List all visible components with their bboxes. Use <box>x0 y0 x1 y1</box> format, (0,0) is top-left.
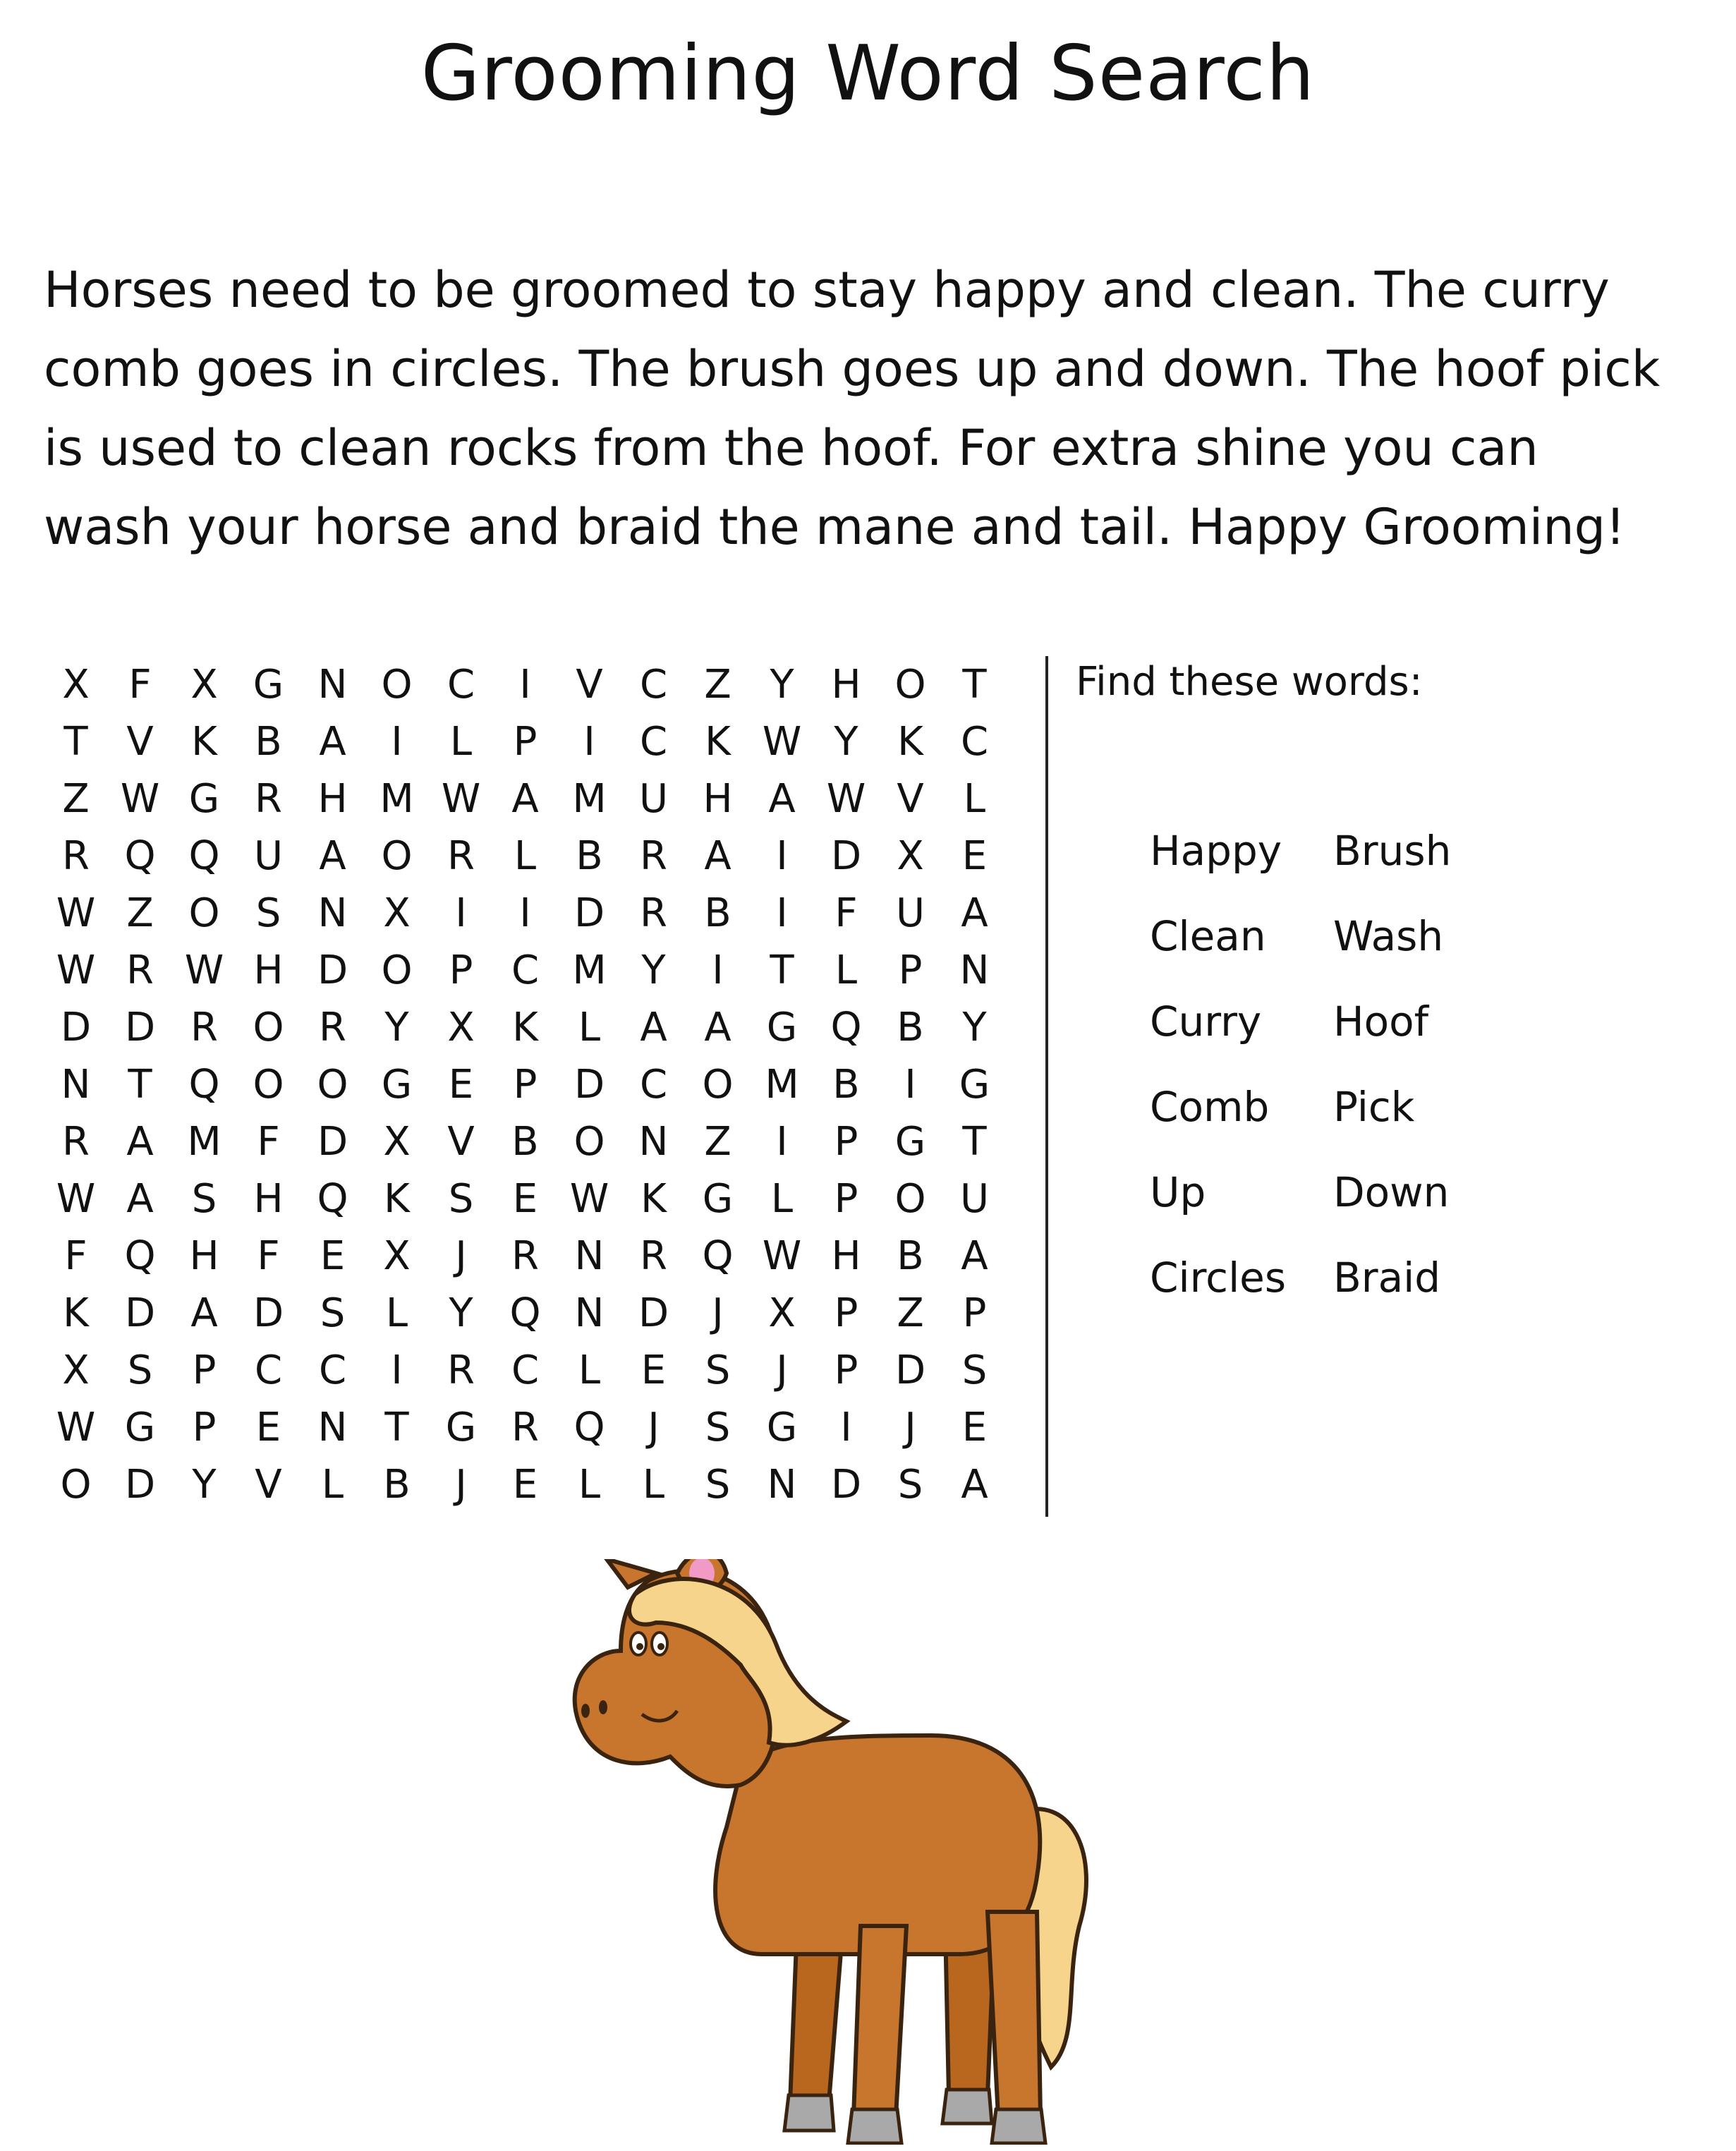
grid-letter: Y <box>770 662 794 708</box>
grid-letter: C <box>639 1062 668 1108</box>
grid-letter: Y <box>449 1290 473 1336</box>
grid-letter: K <box>705 719 731 765</box>
word-item: Brush <box>1333 826 1452 875</box>
grid-letter: O <box>381 662 413 708</box>
grid-letter: K <box>191 719 217 765</box>
grid-letter: S <box>448 1176 474 1222</box>
grid-letter: B <box>897 1233 924 1279</box>
word-item: Up <box>1150 1168 1206 1216</box>
grid-letter: K <box>384 1176 410 1222</box>
word-item: Down <box>1333 1168 1450 1216</box>
grid-letter: N <box>767 1462 797 1508</box>
grid-letter: P <box>834 1347 858 1393</box>
grid-letter: Z <box>704 662 732 708</box>
grid-letter: T <box>384 1405 409 1450</box>
grid-letter: S <box>705 1405 731 1450</box>
grid-letter: A <box>961 890 988 936</box>
grid-letter: A <box>961 1462 988 1508</box>
grid-letter: K <box>512 1005 538 1050</box>
grid-letter: E <box>320 1233 346 1279</box>
grid-letter: L <box>321 1462 344 1508</box>
grid-letter: I <box>776 890 788 936</box>
grid-letter: W <box>56 1405 96 1450</box>
grid-letter: W <box>762 719 802 765</box>
horse-hoof <box>992 2109 1045 2143</box>
horse-hoof <box>848 2109 902 2143</box>
grid-letter: T <box>128 1062 152 1108</box>
grid-letter: R <box>511 1405 539 1450</box>
grid-letter: S <box>961 1347 988 1393</box>
grid-letter: I <box>904 1062 916 1108</box>
grid-letter: I <box>455 890 467 936</box>
grid-letter: J <box>776 1347 788 1393</box>
grid-letter: J <box>712 1290 724 1336</box>
grid-letter: P <box>192 1405 217 1450</box>
grid-letter: F <box>257 1119 280 1165</box>
grid-letter: G <box>894 1119 926 1165</box>
grid-letter: X <box>447 1005 475 1050</box>
grid-letter: O <box>573 1119 605 1165</box>
grid-letter: X <box>383 1233 411 1279</box>
grid-letter: U <box>639 776 668 822</box>
grid-letter: N <box>574 1233 605 1279</box>
grid-letter: M <box>765 1062 799 1108</box>
grid-letter: G <box>381 1062 413 1108</box>
grid-letter: C <box>639 662 668 708</box>
grid-letter: D <box>60 1005 92 1050</box>
word-pair-row <box>1150 808 1545 893</box>
grid-letter: T <box>962 662 987 708</box>
grid-letter: D <box>638 1290 669 1336</box>
grid-letter: M <box>572 947 607 993</box>
grid-letter: A <box>768 776 796 822</box>
grid-letter: O <box>702 1062 734 1108</box>
grid-letter: Y <box>834 719 858 765</box>
grid-letter: P <box>834 1290 858 1336</box>
grid-letter: C <box>318 1347 347 1393</box>
grid-letter: D <box>573 1062 605 1108</box>
grid-letter: H <box>831 1233 861 1279</box>
grid-letter: I <box>776 1119 788 1165</box>
grid-letter: F <box>834 890 858 936</box>
grid-letter: O <box>60 1462 92 1508</box>
grid-letter: A <box>640 1005 667 1050</box>
grid-letter: H <box>703 776 733 822</box>
grid-letter: C <box>639 719 668 765</box>
grid-letter: D <box>124 1290 156 1336</box>
word-item: Circles <box>1150 1253 1287 1302</box>
grid-letter: T <box>63 719 88 765</box>
grid-letter: R <box>640 1233 667 1279</box>
grid-letter: X <box>897 833 924 879</box>
word-pair-row <box>1150 893 1545 978</box>
grid-letter: R <box>190 1005 218 1050</box>
grid-letter: W <box>56 947 96 993</box>
grid-letter: I <box>391 1347 403 1393</box>
grid-letter: P <box>898 947 923 993</box>
grid-letter: X <box>768 1290 796 1336</box>
grid-letter: Z <box>126 890 154 936</box>
divider-line <box>1045 656 1048 1517</box>
horse-hoof <box>942 2090 992 2123</box>
grid-letter: L <box>449 719 473 765</box>
grid-letter: S <box>255 890 281 936</box>
grid-letter: Y <box>192 1462 217 1508</box>
grid-letter: R <box>255 776 282 822</box>
grid-letter: Q <box>830 1005 862 1050</box>
grid-letter: B <box>383 1462 411 1508</box>
grid-letter: I <box>583 719 595 765</box>
grid-letter: G <box>253 662 284 708</box>
grid-letter: G <box>959 1062 990 1108</box>
grid-letter: D <box>830 833 862 879</box>
grid-letter: P <box>513 1062 538 1108</box>
grid-letter: C <box>960 719 989 765</box>
grid-letter: M <box>380 776 414 822</box>
word-item: Comb <box>1150 1082 1270 1131</box>
grid-letter: T <box>962 1119 987 1165</box>
intro-paragraph: Horses need to be groomed to stay happy and clean. The curry comb goes in circles. The brush goes up and down. The hoof pick is used to clean rocks from the hoof. For extra shine you can wash your horse and braid the mane and tail. Happy Grooming! <box>44 261 1661 556</box>
grid-letter: X <box>62 662 90 708</box>
grid-letter: Z <box>704 1119 732 1165</box>
grid-letter: L <box>578 1005 601 1050</box>
grid-letter: E <box>641 1347 667 1393</box>
grid-letter: V <box>897 776 924 822</box>
grid-letter: W <box>441 776 481 822</box>
word-item: Pick <box>1333 1082 1415 1131</box>
find-words-label: Find these words: <box>1076 659 1423 705</box>
word-item: Curry <box>1150 997 1262 1046</box>
grid-letter: X <box>62 1347 90 1393</box>
grid-letter: N <box>574 1290 605 1336</box>
grid-letter: W <box>56 1176 96 1222</box>
word-item: Clean <box>1150 911 1266 960</box>
grid-letter: I <box>712 947 724 993</box>
grid-letter: K <box>63 1290 89 1336</box>
grid-letter: O <box>188 890 220 936</box>
grid-letter: L <box>834 947 858 993</box>
horse-illustration <box>564 1559 1129 2145</box>
grid-letter: P <box>834 1176 858 1222</box>
grid-letter: Y <box>641 947 666 993</box>
grid-letter: U <box>896 890 925 936</box>
grid-letter: I <box>776 833 788 879</box>
grid-letter: N <box>959 947 990 993</box>
grid-letter: Q <box>317 1176 348 1222</box>
word-search-grid <box>44 656 1007 1513</box>
grid-letter: E <box>448 1062 474 1108</box>
grid-letter: A <box>511 776 539 822</box>
grid-letter: S <box>191 1176 217 1222</box>
grid-letter: Z <box>62 776 90 822</box>
grid-letter: V <box>126 719 154 765</box>
grid-letter: O <box>381 947 413 993</box>
grid-letter: U <box>254 833 283 879</box>
grid-letter: H <box>317 776 348 822</box>
grid-letter: D <box>573 890 605 936</box>
grid-letter: G <box>445 1405 477 1450</box>
grid-letter: G <box>188 776 220 822</box>
grid-letter: H <box>189 1233 219 1279</box>
grid-letter: O <box>894 662 926 708</box>
grid-letter: G <box>766 1405 798 1450</box>
word-item: Braid <box>1333 1253 1441 1302</box>
grid-letter: C <box>511 947 540 993</box>
grid-letter: C <box>511 1347 540 1393</box>
grid-letter: Q <box>702 1233 734 1279</box>
grid-letter: D <box>317 1119 348 1165</box>
grid-letter: A <box>190 1290 218 1336</box>
grid-letter: Q <box>573 1405 605 1450</box>
grid-letter: P <box>449 947 473 993</box>
word-pair-row <box>1150 1064 1545 1149</box>
grid-letter: J <box>455 1462 467 1508</box>
grid-letter: U <box>960 1176 989 1222</box>
grid-letter: A <box>319 719 346 765</box>
grid-letter: A <box>126 1119 154 1165</box>
grid-letter: W <box>826 776 866 822</box>
grid-letter: W <box>184 947 224 993</box>
grid-letter: V <box>255 1462 282 1508</box>
grid-letter: W <box>569 1176 609 1222</box>
grid-letter: F <box>128 662 152 708</box>
grid-letter: Q <box>124 833 156 879</box>
grid-letter: E <box>512 1176 538 1222</box>
grid-letter: L <box>385 1290 408 1336</box>
grid-letter: O <box>381 833 413 879</box>
grid-letter: I <box>519 890 531 936</box>
grid-letter: X <box>190 662 218 708</box>
grid-letter: P <box>962 1290 987 1336</box>
page-title: Grooming Word Search <box>420 30 1316 118</box>
grid-letter: W <box>120 776 160 822</box>
grid-letter: H <box>253 947 284 993</box>
grid-letter: D <box>253 1290 284 1336</box>
grid-letter: O <box>317 1062 348 1108</box>
horse-hoof <box>784 2095 834 2131</box>
grid-letter: Q <box>124 1233 156 1279</box>
word-item: Hoof <box>1333 997 1429 1046</box>
grid-letter: O <box>253 1062 284 1108</box>
grid-letter: F <box>257 1233 280 1279</box>
grid-letter: R <box>447 1347 475 1393</box>
grid-letter: J <box>904 1405 916 1450</box>
grid-letter: E <box>961 1405 988 1450</box>
grid-letter: W <box>56 890 96 936</box>
grid-letter: O <box>253 1005 284 1050</box>
word-item: Happy <box>1150 826 1282 875</box>
grid-letter: X <box>383 890 411 936</box>
grid-letter: B <box>704 890 732 936</box>
grid-letter: E <box>512 1462 538 1508</box>
grid-letter: Y <box>384 1005 409 1050</box>
grid-letter: E <box>255 1405 281 1450</box>
grid-letter: D <box>830 1462 862 1508</box>
grid-letter: A <box>704 833 732 879</box>
grid-letter: B <box>897 1005 924 1050</box>
grid-letter: H <box>253 1176 284 1222</box>
grid-letter: D <box>317 947 348 993</box>
word-pair-row <box>1150 1149 1545 1235</box>
grid-letter: J <box>648 1405 660 1450</box>
grid-letter: M <box>572 776 607 822</box>
grid-letter: D <box>894 1347 926 1393</box>
grid-letter: D <box>124 1005 156 1050</box>
grid-letter: C <box>447 662 475 708</box>
grid-letter: S <box>320 1290 346 1336</box>
grid-letter: J <box>455 1233 467 1279</box>
grid-letter: Q <box>509 1290 541 1336</box>
grid-letter: P <box>834 1119 858 1165</box>
grid-letter: L <box>578 1347 601 1393</box>
grid-letter: X <box>383 1119 411 1165</box>
grid-letter: R <box>511 1233 539 1279</box>
grid-letter: E <box>961 833 988 879</box>
grid-letter: O <box>894 1176 926 1222</box>
grid-letter: A <box>319 833 346 879</box>
grid-letter: G <box>702 1176 734 1222</box>
grid-letter: K <box>897 719 923 765</box>
grid-letter: P <box>513 719 538 765</box>
grid-letter: B <box>832 1062 860 1108</box>
word-pair-row <box>1150 978 1545 1064</box>
grid-letter: N <box>317 662 348 708</box>
grid-letter: S <box>897 1462 923 1508</box>
grid-letter: A <box>704 1005 732 1050</box>
grid-letter: N <box>317 1405 348 1450</box>
grid-letter: H <box>831 662 861 708</box>
grid-letter: G <box>124 1405 156 1450</box>
grid-letter: V <box>576 662 603 708</box>
grid-letter: L <box>578 1462 601 1508</box>
grid-letter: N <box>317 890 348 936</box>
grid-letter: Q <box>188 833 220 879</box>
grid-letter: R <box>62 833 90 879</box>
grid-letter: Q <box>188 1062 220 1108</box>
word-list <box>1150 808 1545 1320</box>
grid-letter: M <box>187 1119 221 1165</box>
grid-letter: S <box>705 1347 731 1393</box>
grid-letter: R <box>126 947 154 993</box>
grid-letter: L <box>770 1176 794 1222</box>
grid-letter: Y <box>962 1005 987 1050</box>
grid-letter: I <box>519 662 531 708</box>
grid-letter: Z <box>897 1290 924 1336</box>
grid-letter: V <box>447 1119 475 1165</box>
grid-letter: R <box>640 833 667 879</box>
grid-letter: D <box>124 1462 156 1508</box>
grid-letter: I <box>391 719 403 765</box>
grid-letter: R <box>319 1005 346 1050</box>
grid-letter: F <box>64 1233 87 1279</box>
grid-letter: R <box>640 890 667 936</box>
grid-letter: L <box>642 1462 665 1508</box>
grid-letter: R <box>62 1119 90 1165</box>
grid-letter: I <box>840 1405 852 1450</box>
grid-letter: B <box>576 833 603 879</box>
grid-letter: L <box>514 833 537 879</box>
grid-letter: R <box>447 833 475 879</box>
grid-letter: A <box>126 1176 154 1222</box>
grid-letter: N <box>638 1119 669 1165</box>
grid-letter: B <box>255 719 282 765</box>
word-item: Wash <box>1333 911 1444 960</box>
grid-letter: P <box>192 1347 217 1393</box>
grid-letter: T <box>770 947 794 993</box>
grid-letter: A <box>961 1233 988 1279</box>
grid-letter: N <box>61 1062 91 1108</box>
grid-letter: B <box>511 1119 539 1165</box>
word-pair-row <box>1150 1235 1545 1320</box>
grid-letter: W <box>762 1233 802 1279</box>
grid-letter: S <box>705 1462 731 1508</box>
grid-letter: G <box>766 1005 798 1050</box>
grid-letter: L <box>963 776 986 822</box>
grid-letter: S <box>127 1347 153 1393</box>
grid-letter: K <box>641 1176 667 1222</box>
grid-letter: C <box>254 1347 283 1393</box>
